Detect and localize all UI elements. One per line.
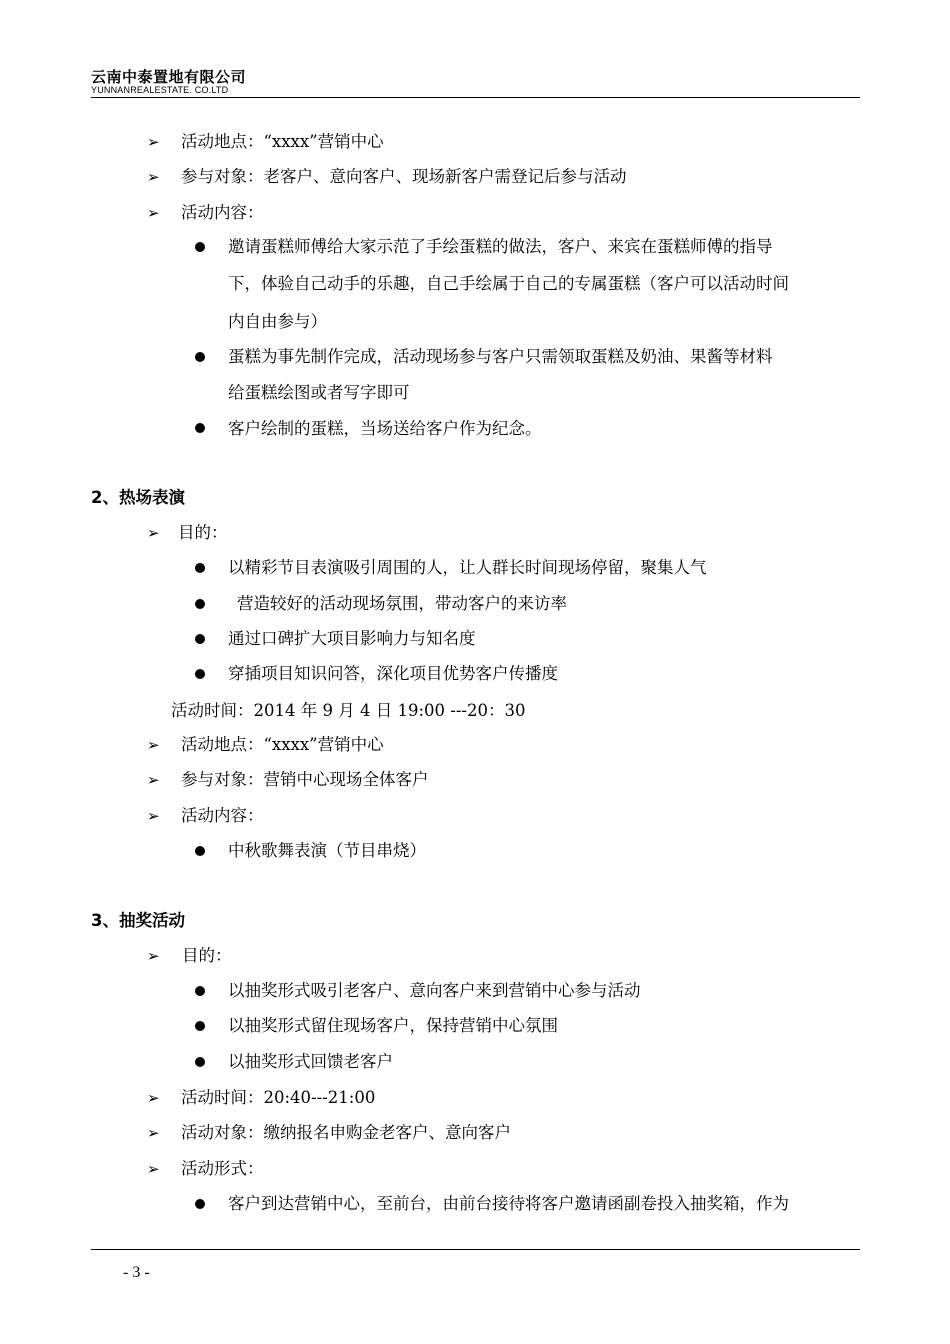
purpose-label: 目的： [178,523,228,542]
dot-bullet-icon [195,242,205,252]
purpose-item: 穿插项目知识问答，深化项目优势客户传播度 [228,664,558,683]
content-bullet-line: 给蛋糕绘图或者写字即可 [228,383,410,402]
purpose-item: 以抽奖形式吸引老客户、意向客户来到营销中心参与活动 [228,981,641,1000]
form-bullet-line: 客户到达营销中心，至前台，由前台接待将客户邀请函副卷投入抽奖箱，作为 [228,1194,789,1213]
arrow-bullet-icon: ➢ [147,771,160,789]
content-bullet-line: 下，体验自己动手的乐趣，自己手绘属于自己的专属蛋糕（客户可以活动时间 [228,274,789,293]
dot-bullet-icon [195,669,205,679]
activity-time: 活动时间：20:40---21:00 [181,1088,376,1107]
arrow-bullet-icon: ➢ [147,204,160,222]
dot-bullet-icon [195,986,205,996]
page-number: - 3 - [123,1264,150,1281]
arrow-bullet-icon: ➢ [147,1089,160,1107]
purpose-item: 以抽奖形式留住现场客户，保持营销中心氛围 [228,1016,558,1035]
header-divider [91,97,860,98]
dot-bullet-icon [195,599,205,609]
section-title: 2、热场表演 [91,488,185,507]
arrow-bullet-icon: ➢ [147,807,160,825]
activity-form-label: 活动形式： [181,1159,264,1178]
purpose-item: 以精彩节目表演吸引周围的人，让人群长时间现场停留，聚集人气 [228,558,707,577]
dot-bullet-icon [195,1199,205,1209]
purpose-label: 目的： [182,946,232,965]
dot-bullet-icon [195,1057,205,1067]
activity-location: 活动地点：“xxxx”营销中心 [181,735,384,754]
arrow-bullet-icon: ➢ [147,1160,160,1178]
dot-bullet-icon [195,423,205,433]
activity-participants: 参与对象：营销中心现场全体客户 [181,770,429,789]
arrow-bullet-icon: ➢ [147,1124,160,1142]
activity-participants: 参与对象：老客户、意向客户、现场新客户需登记后参与活动 [181,167,627,186]
footer-divider [91,1249,860,1250]
dot-bullet-icon [195,352,205,362]
company-name-cn: 云南中泰置地有限公司 [91,68,247,86]
content-bullet-line: 内自由参与） [228,312,327,331]
dot-bullet-icon [195,563,205,573]
arrow-bullet-icon: ➢ [147,524,160,542]
arrow-bullet-icon: ➢ [147,133,160,151]
activity-participants: 活动对象：缴纳报名申购金老客户、意向客户 [181,1123,511,1142]
dot-bullet-icon [195,1021,205,1031]
arrow-bullet-icon: ➢ [147,736,160,754]
content-bullet-line: 中秋歌舞表演（节目串烧） [228,841,426,860]
activity-time: 活动时间：2014 年 9 月 4 日 19:00 ---20：30 [171,701,526,720]
arrow-bullet-icon: ➢ [147,168,160,186]
company-name-en: YUNNANREALESTATE. CO.LTD [91,85,229,95]
purpose-item: 以抽奖形式回馈老客户 [228,1052,393,1071]
content-bullet-line: 蛋糕为事先制作完成，活动现场参与客户只需领取蛋糕及奶油、果酱等材料 [228,347,773,366]
activity-content-label: 活动内容： [181,806,264,825]
content-bullet-line: 邀请蛋糕师傅给大家示范了手绘蛋糕的做法，客户、来宾在蛋糕师傅的指导 [228,237,773,256]
purpose-item: 营造较好的活动现场氛围，带动客户的来访率 [237,594,567,613]
content-bullet-line: 客户绘制的蛋糕，当场送给客户作为纪念。 [228,419,542,438]
purpose-item: 通过口碑扩大项目影响力与知名度 [228,629,476,648]
dot-bullet-icon [195,846,205,856]
arrow-bullet-icon: ➢ [147,947,160,965]
section-title: 3、抽奖活动 [91,911,185,930]
activity-content-label: 活动内容： [181,203,264,222]
activity-location: 活动地点：“xxxx”营销中心 [181,132,384,151]
dot-bullet-icon [195,634,205,644]
